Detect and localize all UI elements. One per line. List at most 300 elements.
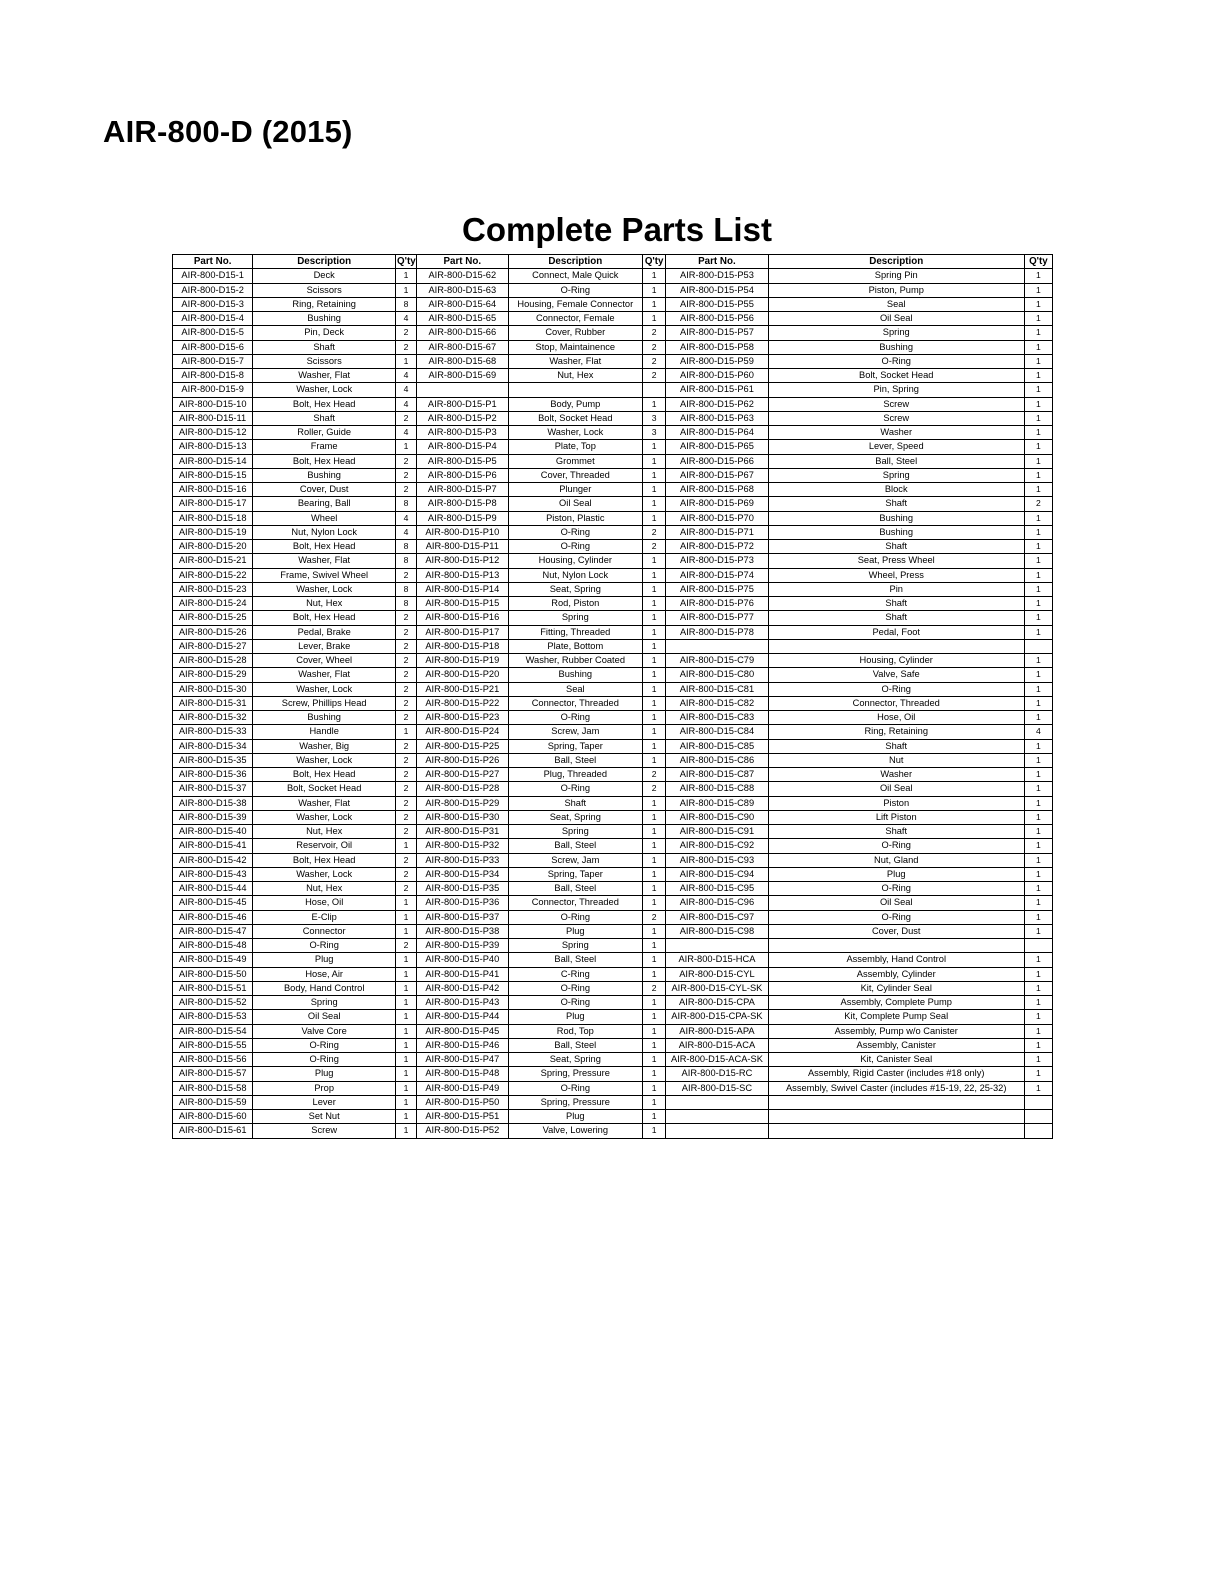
part-number-cell: AIR-800-D15-P71 bbox=[666, 525, 768, 539]
table-row bbox=[173, 611, 1053, 625]
description-cell: Spring bbox=[768, 326, 1024, 340]
description-cell: Connector, Threaded bbox=[508, 696, 643, 710]
part-number-cell: AIR-800-D15-P61 bbox=[666, 383, 768, 397]
description-cell: Spring Pin bbox=[768, 269, 1024, 283]
description-cell bbox=[768, 1124, 1024, 1138]
part-number-cell: AIR-800-D15-9 bbox=[173, 383, 253, 397]
table-row bbox=[173, 825, 1053, 839]
description-cell: Washer, Lock bbox=[253, 582, 396, 596]
description-cell: Washer, Lock bbox=[508, 426, 643, 440]
part-number-cell: AIR-800-D15-P7 bbox=[417, 483, 508, 497]
part-number-cell: AIR-800-D15-P57 bbox=[666, 326, 768, 340]
table-row bbox=[173, 639, 1053, 653]
description-cell bbox=[768, 1110, 1024, 1124]
part-number-cell: AIR-800-D15-4 bbox=[173, 312, 253, 326]
description-cell: O-Ring bbox=[253, 939, 396, 953]
part-number-cell: AIR-800-D15-P6 bbox=[417, 468, 508, 482]
qty-cell: 1 bbox=[1024, 924, 1052, 938]
part-number-cell: AIR-800-D15-C88 bbox=[666, 782, 768, 796]
qty-cell: 2 bbox=[396, 668, 417, 682]
part-number-cell: AIR-800-D15-35 bbox=[173, 753, 253, 767]
description-cell: Oil Seal bbox=[768, 312, 1024, 326]
qty-cell: 1 bbox=[1024, 996, 1052, 1010]
description-cell: O-Ring bbox=[768, 882, 1024, 896]
part-number-cell: AIR-800-D15-1 bbox=[173, 269, 253, 283]
table-row bbox=[173, 1053, 1053, 1067]
table-row bbox=[173, 511, 1053, 525]
qty-cell: 1 bbox=[1024, 1053, 1052, 1067]
description-cell: Set Nut bbox=[253, 1110, 396, 1124]
part-number-cell: AIR-800-D15-C86 bbox=[666, 753, 768, 767]
description-cell: Connector, Threaded bbox=[768, 696, 1024, 710]
part-number-cell: AIR-800-D15-P40 bbox=[417, 953, 508, 967]
qty-cell: 2 bbox=[396, 639, 417, 653]
description-cell: Plug bbox=[508, 1110, 643, 1124]
part-number-cell: AIR-800-D15-C90 bbox=[666, 810, 768, 824]
qty-cell: 2 bbox=[396, 739, 417, 753]
part-number-cell: AIR-800-D15-C79 bbox=[666, 654, 768, 668]
part-number-cell: AIR-800-D15-7 bbox=[173, 354, 253, 368]
qty-cell: 1 bbox=[643, 825, 666, 839]
part-number-cell: AIR-800-D15-P56 bbox=[666, 312, 768, 326]
part-number-cell: AIR-800-D15-C84 bbox=[666, 725, 768, 739]
table-row bbox=[173, 269, 1053, 283]
table-row bbox=[173, 411, 1053, 425]
part-number-cell: AIR-800-D15-P60 bbox=[666, 369, 768, 383]
qty-cell: 1 bbox=[1024, 568, 1052, 582]
table-row bbox=[173, 483, 1053, 497]
table-row bbox=[173, 782, 1053, 796]
qty-cell: 1 bbox=[1024, 711, 1052, 725]
part-number-cell: AIR-800-D15-53 bbox=[173, 1010, 253, 1024]
part-number-cell: AIR-800-D15-45 bbox=[173, 896, 253, 910]
description-cell: Shaft bbox=[768, 540, 1024, 554]
table-row bbox=[173, 1010, 1053, 1024]
qty-cell: 1 bbox=[1024, 1010, 1052, 1024]
qty-cell: 1 bbox=[643, 1081, 666, 1095]
description-cell: Washer, Big bbox=[253, 739, 396, 753]
table-row bbox=[173, 896, 1053, 910]
part-number-cell: AIR-800-D15-65 bbox=[417, 312, 508, 326]
qty-cell: 1 bbox=[1024, 753, 1052, 767]
part-number-cell: AIR-800-D15-37 bbox=[173, 782, 253, 796]
qty-cell: 1 bbox=[1024, 440, 1052, 454]
part-number-cell: AIR-800-D15-38 bbox=[173, 796, 253, 810]
qty-cell: 2 bbox=[396, 340, 417, 354]
qty-cell: 1 bbox=[1024, 1038, 1052, 1052]
part-number-cell: AIR-800-D15-ACA bbox=[666, 1038, 768, 1052]
part-number-cell: AIR-800-D15-C80 bbox=[666, 668, 768, 682]
table-row bbox=[173, 839, 1053, 853]
description-cell: Plate, Bottom bbox=[508, 639, 643, 653]
qty-cell: 1 bbox=[643, 654, 666, 668]
part-number-cell: AIR-800-D15-11 bbox=[173, 411, 253, 425]
description-cell: O-Ring bbox=[508, 981, 643, 995]
part-number-cell: AIR-800-D15-69 bbox=[417, 369, 508, 383]
description-cell: Washer bbox=[768, 426, 1024, 440]
qty-cell: 1 bbox=[396, 981, 417, 995]
description-cell: O-Ring bbox=[508, 910, 643, 924]
qty-cell: 2 bbox=[396, 782, 417, 796]
description-cell: Shaft bbox=[253, 340, 396, 354]
description-cell: Washer, Lock bbox=[253, 682, 396, 696]
description-cell: Valve Core bbox=[253, 1024, 396, 1038]
description-cell: Spring bbox=[253, 996, 396, 1010]
part-number-cell: AIR-800-D15-ACA-SK bbox=[666, 1053, 768, 1067]
qty-cell: 3 bbox=[643, 426, 666, 440]
description-cell: Washer, Lock bbox=[253, 810, 396, 824]
description-cell bbox=[768, 639, 1024, 653]
column-header-description: Description bbox=[508, 255, 643, 269]
qty-cell: 1 bbox=[1024, 554, 1052, 568]
qty-cell: 2 bbox=[396, 796, 417, 810]
part-number-cell: AIR-800-D15-44 bbox=[173, 882, 253, 896]
part-number-cell: AIR-800-D15-P5 bbox=[417, 454, 508, 468]
qty-cell: 1 bbox=[643, 682, 666, 696]
description-cell: Kit, Cylinder Seal bbox=[768, 981, 1024, 995]
part-number-cell: AIR-800-D15-64 bbox=[417, 297, 508, 311]
description-cell: Scissors bbox=[253, 354, 396, 368]
description-cell: Screw bbox=[768, 411, 1024, 425]
description-cell: Spring, Pressure bbox=[508, 1095, 643, 1109]
description-cell: Seat, Spring bbox=[508, 810, 643, 824]
part-number-cell: AIR-800-D15-P75 bbox=[666, 582, 768, 596]
description-cell: Deck bbox=[253, 269, 396, 283]
description-cell: Nut, Hex bbox=[253, 597, 396, 611]
description-cell: Valve, Safe bbox=[768, 668, 1024, 682]
part-number-cell: AIR-800-D15-P45 bbox=[417, 1024, 508, 1038]
description-cell: Washer, Rubber Coated bbox=[508, 654, 643, 668]
part-number-cell: AIR-800-D15-P15 bbox=[417, 597, 508, 611]
qty-cell: 1 bbox=[1024, 468, 1052, 482]
description-cell: Nut bbox=[768, 753, 1024, 767]
description-cell: Hose, Oil bbox=[253, 896, 396, 910]
description-cell: Wheel, Press bbox=[768, 568, 1024, 582]
qty-cell: 1 bbox=[643, 597, 666, 611]
part-number-cell: AIR-800-D15-P76 bbox=[666, 597, 768, 611]
part-number-cell: AIR-800-D15-68 bbox=[417, 354, 508, 368]
qty-cell: 1 bbox=[1024, 896, 1052, 910]
description-cell: Assembly, Rigid Caster (includes #18 only) bbox=[768, 1067, 1024, 1081]
description-cell: Reservoir, Oil bbox=[253, 839, 396, 853]
part-number-cell: AIR-800-D15-19 bbox=[173, 525, 253, 539]
qty-cell bbox=[1024, 1124, 1052, 1138]
description-cell: Wheel bbox=[253, 511, 396, 525]
part-number-cell: AIR-800-D15-52 bbox=[173, 996, 253, 1010]
description-cell: Assembly, Pump w/o Canister bbox=[768, 1024, 1024, 1038]
qty-cell: 1 bbox=[643, 853, 666, 867]
qty-cell: 1 bbox=[396, 953, 417, 967]
qty-cell: 1 bbox=[396, 1081, 417, 1095]
part-number-cell: AIR-800-D15-43 bbox=[173, 867, 253, 881]
qty-cell: 1 bbox=[643, 568, 666, 582]
description-cell: Washer, Flat bbox=[253, 796, 396, 810]
description-cell: Ball, Steel bbox=[508, 839, 643, 853]
qty-cell: 4 bbox=[396, 426, 417, 440]
part-number-cell: AIR-800-D15-P77 bbox=[666, 611, 768, 625]
part-number-cell: AIR-800-D15-CPA bbox=[666, 996, 768, 1010]
table-row bbox=[173, 953, 1053, 967]
qty-cell: 1 bbox=[643, 896, 666, 910]
table-row bbox=[173, 1038, 1053, 1052]
description-cell bbox=[768, 939, 1024, 953]
part-number-cell: AIR-800-D15-36 bbox=[173, 768, 253, 782]
qty-cell: 1 bbox=[396, 354, 417, 368]
qty-cell: 2 bbox=[396, 682, 417, 696]
description-cell: Bolt, Socket Head bbox=[768, 369, 1024, 383]
part-number-cell bbox=[666, 639, 768, 653]
qty-cell bbox=[1024, 639, 1052, 653]
description-cell: Spring, Taper bbox=[508, 867, 643, 881]
part-number-cell: AIR-800-D15-58 bbox=[173, 1081, 253, 1095]
qty-cell: 1 bbox=[643, 725, 666, 739]
qty-cell: 4 bbox=[396, 525, 417, 539]
qty-cell: 1 bbox=[643, 711, 666, 725]
qty-cell: 1 bbox=[1024, 597, 1052, 611]
part-number-cell: AIR-800-D15-14 bbox=[173, 454, 253, 468]
part-number-cell: AIR-800-D15-P21 bbox=[417, 682, 508, 696]
description-cell: O-Ring bbox=[768, 354, 1024, 368]
part-number-cell: AIR-800-D15-18 bbox=[173, 511, 253, 525]
part-number-cell: AIR-800-D15-SC bbox=[666, 1081, 768, 1095]
description-cell: Ball, Steel bbox=[768, 454, 1024, 468]
part-number-cell bbox=[666, 1110, 768, 1124]
qty-cell: 1 bbox=[643, 1053, 666, 1067]
qty-cell: 2 bbox=[396, 753, 417, 767]
qty-cell: 1 bbox=[643, 1110, 666, 1124]
part-number-cell bbox=[666, 939, 768, 953]
part-number-cell: AIR-800-D15-3 bbox=[173, 297, 253, 311]
qty-cell: 1 bbox=[643, 867, 666, 881]
table-row bbox=[173, 668, 1053, 682]
qty-cell: 4 bbox=[396, 383, 417, 397]
table-row bbox=[173, 654, 1053, 668]
part-number-cell: AIR-800-D15-49 bbox=[173, 953, 253, 967]
description-cell: Cover, Dust bbox=[768, 924, 1024, 938]
table-row bbox=[173, 1081, 1053, 1095]
part-number-cell: AIR-800-D15-P59 bbox=[666, 354, 768, 368]
qty-cell: 2 bbox=[643, 981, 666, 995]
description-cell: Nut, Hex bbox=[253, 882, 396, 896]
qty-cell: 1 bbox=[1024, 796, 1052, 810]
column-header-part-no: Part No. bbox=[417, 255, 508, 269]
description-cell: Assembly, Hand Control bbox=[768, 953, 1024, 967]
description-cell: Screw, Phillips Head bbox=[253, 696, 396, 710]
description-cell: Pedal, Foot bbox=[768, 625, 1024, 639]
description-cell: Plug bbox=[768, 867, 1024, 881]
part-number-cell: AIR-800-D15-P11 bbox=[417, 540, 508, 554]
description-cell: Bushing bbox=[253, 711, 396, 725]
table-row bbox=[173, 568, 1053, 582]
part-number-cell: AIR-800-D15-12 bbox=[173, 426, 253, 440]
part-number-cell: AIR-800-D15-CYL-SK bbox=[666, 981, 768, 995]
part-number-cell: AIR-800-D15-C95 bbox=[666, 882, 768, 896]
description-cell: Cover, Wheel bbox=[253, 654, 396, 668]
part-number-cell: AIR-800-D15-10 bbox=[173, 397, 253, 411]
qty-cell: 1 bbox=[396, 1010, 417, 1024]
qty-cell: 1 bbox=[643, 1024, 666, 1038]
description-cell: Washer, Flat bbox=[508, 354, 643, 368]
part-number-cell: AIR-800-D15-48 bbox=[173, 939, 253, 953]
qty-cell bbox=[643, 383, 666, 397]
part-number-cell: AIR-800-D15-P52 bbox=[417, 1124, 508, 1138]
part-number-cell: AIR-800-D15-P1 bbox=[417, 397, 508, 411]
description-cell: Piston, Pump bbox=[768, 283, 1024, 297]
parts-table-body bbox=[173, 269, 1053, 1138]
description-cell: Piston bbox=[768, 796, 1024, 810]
table-row bbox=[173, 340, 1053, 354]
description-cell: Assembly, Swivel Caster (includes #15-19, 22, 25-32) bbox=[768, 1081, 1024, 1095]
qty-cell: 2 bbox=[643, 340, 666, 354]
table-row bbox=[173, 810, 1053, 824]
description-cell: Seat, Spring bbox=[508, 582, 643, 596]
part-number-cell: AIR-800-D15-P30 bbox=[417, 810, 508, 824]
part-number-cell: AIR-800-D15-P4 bbox=[417, 440, 508, 454]
qty-cell: 1 bbox=[1024, 297, 1052, 311]
part-number-cell: AIR-800-D15-34 bbox=[173, 739, 253, 753]
table-row bbox=[173, 996, 1053, 1010]
part-number-cell: AIR-800-D15-P63 bbox=[666, 411, 768, 425]
description-cell: Cover, Threaded bbox=[508, 468, 643, 482]
description-cell: Prop bbox=[253, 1081, 396, 1095]
description-cell: Connector bbox=[253, 924, 396, 938]
description-cell: Housing, Cylinder bbox=[508, 554, 643, 568]
description-cell: Plug bbox=[508, 1010, 643, 1024]
part-number-cell: AIR-800-D15-C93 bbox=[666, 853, 768, 867]
qty-cell: 1 bbox=[1024, 654, 1052, 668]
part-number-cell: AIR-800-D15-CYL bbox=[666, 967, 768, 981]
description-cell: Seal bbox=[508, 682, 643, 696]
qty-cell: 1 bbox=[396, 967, 417, 981]
description-cell: Bushing bbox=[253, 468, 396, 482]
part-number-cell: AIR-800-D15-P65 bbox=[666, 440, 768, 454]
qty-cell: 1 bbox=[643, 939, 666, 953]
part-number-cell: AIR-800-D15-P36 bbox=[417, 896, 508, 910]
part-number-cell: AIR-800-D15-P23 bbox=[417, 711, 508, 725]
qty-cell: 1 bbox=[1024, 582, 1052, 596]
description-cell: Ball, Steel bbox=[508, 953, 643, 967]
part-number-cell: AIR-800-D15-P9 bbox=[417, 511, 508, 525]
table-row bbox=[173, 1067, 1053, 1081]
description-cell: Shaft bbox=[768, 497, 1024, 511]
qty-cell: 1 bbox=[643, 753, 666, 767]
qty-cell: 2 bbox=[396, 696, 417, 710]
qty-cell: 1 bbox=[1024, 625, 1052, 639]
description-cell: Lever, Speed bbox=[768, 440, 1024, 454]
description-cell: Oil Seal bbox=[508, 497, 643, 511]
part-number-cell: AIR-800-D15-30 bbox=[173, 682, 253, 696]
description-cell: O-Ring bbox=[508, 540, 643, 554]
description-cell: Valve, Lowering bbox=[508, 1124, 643, 1138]
part-number-cell: AIR-800-D15-61 bbox=[173, 1124, 253, 1138]
qty-cell bbox=[1024, 939, 1052, 953]
table-row bbox=[173, 696, 1053, 710]
column-header-qty: Q'ty bbox=[643, 255, 666, 269]
part-number-cell: AIR-800-D15-60 bbox=[173, 1110, 253, 1124]
part-number-cell: AIR-800-D15-63 bbox=[417, 283, 508, 297]
description-cell: Housing, Female Connector bbox=[508, 297, 643, 311]
table-row bbox=[173, 283, 1053, 297]
qty-cell: 1 bbox=[1024, 483, 1052, 497]
part-number-cell: AIR-800-D15-P50 bbox=[417, 1095, 508, 1109]
qty-cell: 1 bbox=[643, 810, 666, 824]
qty-cell bbox=[1024, 1110, 1052, 1124]
qty-cell: 1 bbox=[396, 725, 417, 739]
description-cell: Oil Seal bbox=[253, 1010, 396, 1024]
qty-cell: 1 bbox=[1024, 525, 1052, 539]
description-cell: Plunger bbox=[508, 483, 643, 497]
description-cell: Washer, Lock bbox=[253, 867, 396, 881]
part-number-cell: AIR-800-D15-P17 bbox=[417, 625, 508, 639]
qty-cell: 1 bbox=[396, 1110, 417, 1124]
table-row bbox=[173, 440, 1053, 454]
part-number-cell: AIR-800-D15-46 bbox=[173, 910, 253, 924]
description-cell: Block bbox=[768, 483, 1024, 497]
part-number-cell: AIR-800-D15-CPA-SK bbox=[666, 1010, 768, 1024]
part-number-cell: AIR-800-D15-HCA bbox=[666, 953, 768, 967]
part-number-cell: AIR-800-D15-P39 bbox=[417, 939, 508, 953]
part-number-cell: AIR-800-D15-54 bbox=[173, 1024, 253, 1038]
table-row bbox=[173, 383, 1053, 397]
description-cell: Fitting, Threaded bbox=[508, 625, 643, 639]
description-cell: Pin, Deck bbox=[253, 326, 396, 340]
description-cell: Bolt, Hex Head bbox=[253, 768, 396, 782]
table-row bbox=[173, 1095, 1053, 1109]
qty-cell bbox=[1024, 1095, 1052, 1109]
qty-cell: 1 bbox=[1024, 682, 1052, 696]
description-cell: O-Ring bbox=[508, 996, 643, 1010]
description-cell: Washer, Lock bbox=[253, 753, 396, 767]
description-cell: Body, Pump bbox=[508, 397, 643, 411]
qty-cell: 1 bbox=[1024, 910, 1052, 924]
description-cell: Washer, Flat bbox=[253, 668, 396, 682]
part-number-cell: AIR-800-D15-P19 bbox=[417, 654, 508, 668]
part-number-cell: AIR-800-D15-28 bbox=[173, 654, 253, 668]
description-cell: Stop, Maintainence bbox=[508, 340, 643, 354]
description-cell: Ring, Retaining bbox=[768, 725, 1024, 739]
qty-cell: 1 bbox=[643, 839, 666, 853]
part-number-cell: AIR-800-D15-P3 bbox=[417, 426, 508, 440]
description-cell: Washer bbox=[768, 768, 1024, 782]
part-number-cell: AIR-800-D15-P64 bbox=[666, 426, 768, 440]
qty-cell: 1 bbox=[643, 625, 666, 639]
qty-cell: 1 bbox=[1024, 739, 1052, 753]
qty-cell: 1 bbox=[1024, 540, 1052, 554]
qty-cell: 1 bbox=[396, 996, 417, 1010]
table-row bbox=[173, 397, 1053, 411]
table-row bbox=[173, 739, 1053, 753]
qty-cell: 8 bbox=[396, 582, 417, 596]
qty-cell: 1 bbox=[643, 283, 666, 297]
description-cell: O-Ring bbox=[508, 1081, 643, 1095]
qty-cell: 1 bbox=[643, 953, 666, 967]
qty-cell: 1 bbox=[1024, 825, 1052, 839]
part-number-cell: AIR-800-D15-41 bbox=[173, 839, 253, 853]
qty-cell: 1 bbox=[643, 1010, 666, 1024]
part-number-cell: AIR-800-D15-66 bbox=[417, 326, 508, 340]
qty-cell: 2 bbox=[396, 326, 417, 340]
table-row bbox=[173, 582, 1053, 596]
qty-cell: 1 bbox=[1024, 882, 1052, 896]
table-row bbox=[173, 853, 1053, 867]
description-cell: Plug, Threaded bbox=[508, 768, 643, 782]
qty-cell: 1 bbox=[396, 1124, 417, 1138]
table-row bbox=[173, 867, 1053, 881]
description-cell: Shaft bbox=[253, 411, 396, 425]
description-cell: Frame bbox=[253, 440, 396, 454]
qty-cell: 1 bbox=[643, 696, 666, 710]
part-number-cell: AIR-800-D15-62 bbox=[417, 269, 508, 283]
